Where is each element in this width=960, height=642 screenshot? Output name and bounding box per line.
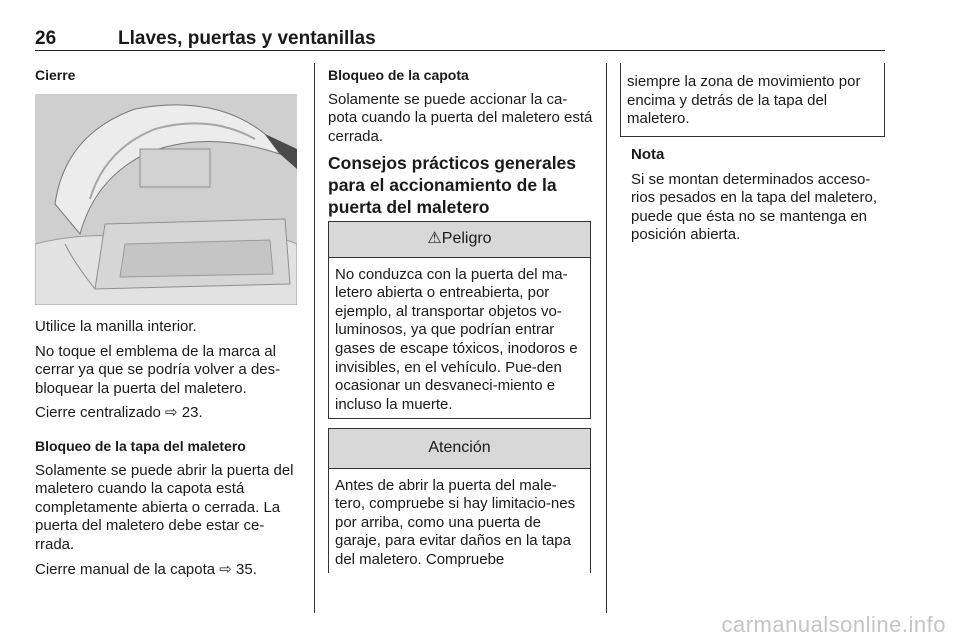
paragraph: Solamente se puede abrir la puerta del maletero cuando la capota está completamente abierta o cerrada. La puerta del maletero debe estar ce-rrada. bbox=[35, 461, 294, 553]
caution-header: Atención bbox=[329, 429, 590, 469]
subheading-capota: Bloqueo de la capota bbox=[328, 67, 469, 83]
paragraph: Utilice la manilla interior. bbox=[35, 318, 197, 335]
header-rule bbox=[35, 50, 885, 51]
paragraph-ref: Cierre centralizado ⇨ 23. bbox=[35, 404, 203, 422]
caution-box bbox=[328, 428, 591, 573]
column-2 bbox=[328, 66, 593, 224]
warning-triangle-icon: ⚠ bbox=[427, 230, 442, 247]
danger-box bbox=[328, 221, 591, 419]
column-1 bbox=[35, 66, 300, 91]
chapter-title: Llaves, puertas y ventanillas bbox=[118, 28, 376, 49]
paragraph: Solamente se puede accionar la ca-pota cuando la puerta del maletero está cerrada. bbox=[328, 90, 593, 145]
note-title: Nota bbox=[631, 146, 665, 163]
caution-text: Antes de abrir la puerta del male-tero, compruebe si hay limitacio-nes por arriba, como una puerta de garaje, para evitar daños en la tapa del maletero. Compruebe bbox=[335, 476, 576, 568]
column-divider-2 bbox=[606, 63, 607, 613]
trunk-lid-illustration bbox=[35, 94, 297, 305]
section-title-consejos: Consejos prácticos generales para el accionamiento de la puerta del maletero bbox=[328, 153, 577, 218]
column-divider-1 bbox=[314, 63, 315, 613]
danger-text: No conduzca con la puerta del ma-letero abierta o entreabierta, por ejemplo, al transportar objetos vo-luminosos, ya que podrían entrar gases de escape tóxicos, inodoros e invisibles, en el vehículo. Pue-den ocasionar un desvaneci-miento e incluso la muerte. bbox=[335, 265, 578, 413]
caution-text-continued: siempre la zona de movimiento por encima y detrás de la tapa del maletero. bbox=[627, 73, 861, 128]
subheading-tapa-maletero: Bloqueo de la tapa del maletero bbox=[35, 437, 246, 454]
page-number: 26 bbox=[35, 28, 57, 49]
section-title-cierre: Cierre bbox=[35, 67, 76, 83]
danger-title: Peligro bbox=[441, 230, 492, 247]
caution-box-continued bbox=[620, 63, 885, 137]
column-1-text bbox=[35, 318, 301, 585]
watermark: carmanualsonline.info bbox=[721, 612, 946, 637]
paragraph-ref: Cierre manual de la capota ⇨ 35. bbox=[35, 560, 257, 578]
paragraph: No toque el emblema de la marca al cerrar ya que se podría volver a des-bloquear la puerta del maletero. bbox=[35, 342, 281, 397]
note-text: Si se montan determinados acceso-rios pesados en la tapa del maletero, puede que ésta no se mantenga en posición abierta. bbox=[631, 170, 877, 244]
note-block bbox=[631, 146, 887, 251]
danger-header bbox=[329, 222, 590, 258]
